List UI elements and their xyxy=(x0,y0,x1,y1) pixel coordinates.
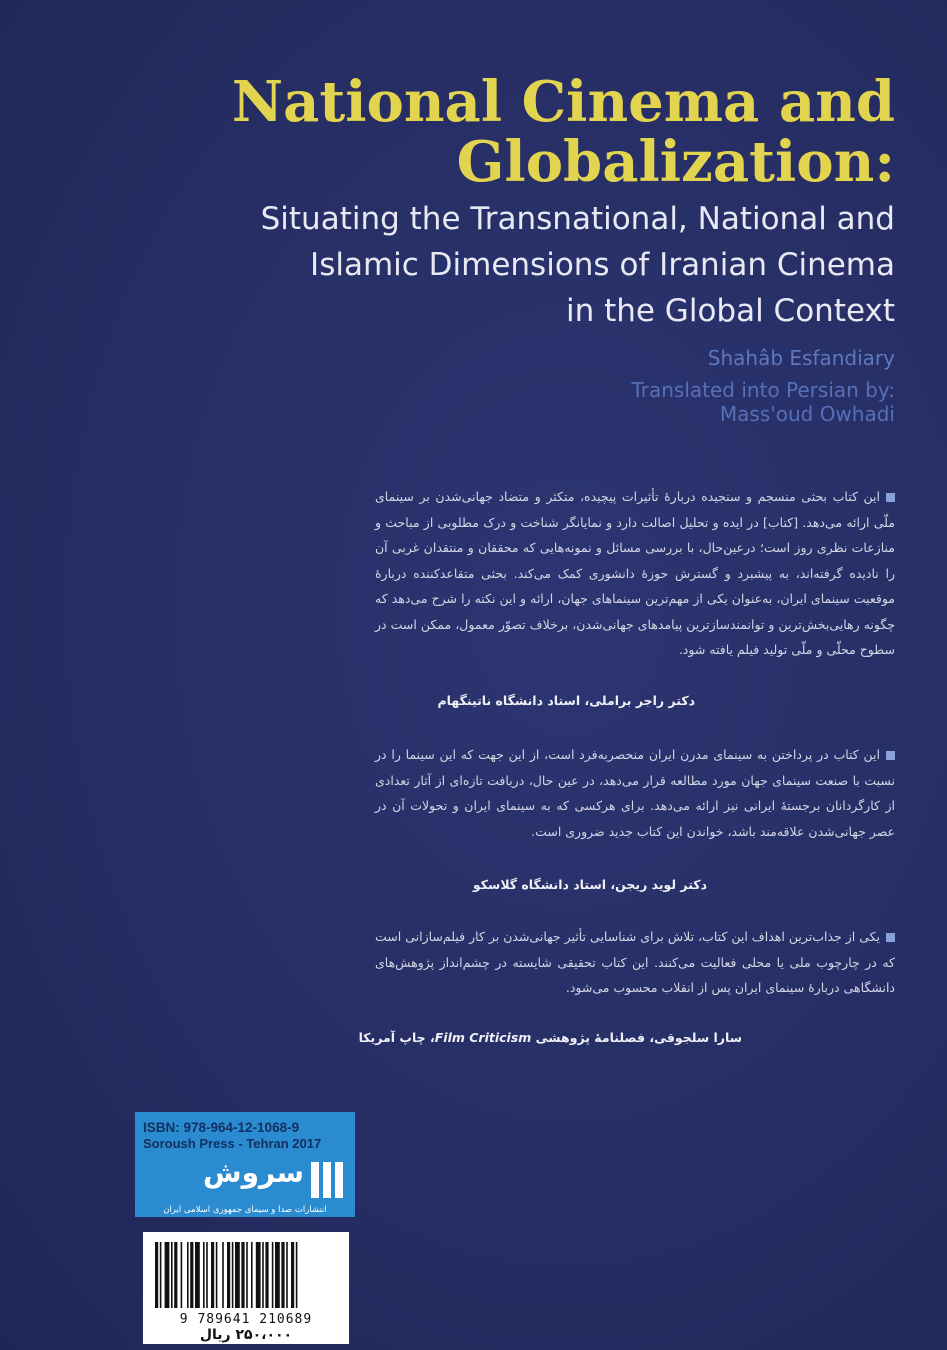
credit-prefix: سارا سلجوقی، فصلنامهٔ پژوهشی xyxy=(535,1030,742,1045)
review-text-2: این کتاب در پرداختن به سینمای مدرن ایران منحصربه‌فرد است، از این جهت که این سینما را در نسبت با صنعت سینمای جهان مورد مطالعه قرار می‌دهد، در عین حال، دریافت تازه‌ای از آثار تعدادی از کارگردانان برجستهٔ ایرانی نیز ارائه می‌دهد. برای هرکسی که به سینمای ایران و تحولات آن در عصر جهانی‌شدن علاقه‌مند باشد، خواندن این کتاب جدید ضروری است. xyxy=(375,747,895,839)
publisher-panel xyxy=(135,1112,355,1217)
barcode-bar xyxy=(155,1242,158,1308)
review-credit-1: دکتر راجر براملی، استاد دانشگاه ناتینگهام xyxy=(437,693,695,708)
subtitle-line-3: in the Global Context xyxy=(565,293,895,329)
barcode-bar xyxy=(296,1242,298,1308)
subtitle-line-1: Situating the Transnational, National and xyxy=(260,201,895,237)
title-line-1: National Cinema and xyxy=(231,69,895,135)
review-text-1: این کتاب بحثی منسجم و سنجیده دربارهٔ تأثیرات پیچیده، متکثر و متضاد جهانی‌شدن بر سینمای ملّی ارائه می‌دهد. [کتاب] در ایده و تحلیل اصالت دارد و نمایانگر شناخت و درک مطلوبی از مباحث و منازعات نظری روز است؛ درعین‌حال، با بررسی مسائل و نمونه‌هایی که محققان و منتقدان غربی آن را نادیده گرفته‌اند، به پیشبرد و گسترش حوزهٔ دانشوری کمک می‌کند. بحثی متقاعدکننده دربارهٔ موقعیت سینمای ایران، به‌عنوان یکی از مهم‌ترین سینماهای جهان، ارائه و این نکته را شرح می‌دهد که چگونه رهایی‌بخش‌ترین و توانمندسازترین پیامدهای جهانی‌شدن، برخلاف تصوّر معمول، ممکن است در سطوح محلّی و ملّی تولید فیلم یافته شود. xyxy=(375,489,895,657)
barcode-bar xyxy=(251,1242,253,1308)
barcode-bar xyxy=(275,1242,280,1308)
barcode-bar xyxy=(256,1242,261,1308)
barcode-bar xyxy=(227,1242,230,1308)
credit-suffix: ، چاپ آمریکا xyxy=(358,1030,435,1045)
barcode-bar xyxy=(195,1242,200,1308)
review-blurb-3 xyxy=(375,924,895,1001)
barcode-bar xyxy=(262,1242,264,1308)
journal-name: Film Criticism xyxy=(434,1030,532,1045)
book-title xyxy=(75,69,895,195)
barcode-bar xyxy=(190,1242,193,1308)
barcode-bar xyxy=(171,1242,173,1308)
barcode-bar xyxy=(235,1242,240,1308)
bullet-square-icon xyxy=(886,493,895,502)
subtitle-line-2: Islamic Dimensions of Iranian Cinema xyxy=(310,247,895,283)
barcode-icon xyxy=(143,1232,349,1312)
barcode-bar xyxy=(222,1242,224,1308)
barcode-bar xyxy=(211,1242,214,1308)
review-blurb-1 xyxy=(375,484,895,663)
publisher-logo-text: سروش xyxy=(203,1156,304,1189)
barcode-bar xyxy=(203,1242,205,1308)
publisher-logo xyxy=(143,1156,348,1204)
review-text-3: یکی از جذاب‌ترین اهداف این کتاب، تلاش برای شناسایی تأثیر جهانی‌شدن بر کار فیلم‌سازانی است که در چارچوب ملی یا محلی فعالیت می‌کنند. این کتاب تحقیقی شایسته در چشم‌انداز پژوهش‌های دانشگاهی دربارهٔ سینمای ایران پس از انقلاب محسوب می‌شود. xyxy=(375,929,895,995)
isbn-number: ISBN: 978-964-12-1068-9 xyxy=(143,1120,300,1135)
barcode-bar xyxy=(160,1242,162,1308)
author-name: Shahâb Esfandiary xyxy=(707,346,895,370)
bullet-square-icon xyxy=(886,933,895,942)
barcode-bar xyxy=(281,1242,284,1308)
review-blurb-2 xyxy=(375,742,895,844)
barcode-bar xyxy=(232,1242,234,1308)
barcode-bar xyxy=(181,1242,183,1308)
barcode-area xyxy=(143,1232,349,1344)
translator-credit xyxy=(632,378,896,426)
translator-label: Translated into Persian by: xyxy=(631,378,895,402)
barcode-bar xyxy=(206,1242,208,1308)
barcode-bar xyxy=(165,1242,170,1308)
book-price: ۲۵۰،۰۰۰ ریال xyxy=(199,1327,293,1343)
publisher-subtitle: انتشارات صدا و سیمای جمهوری اسلامی ایران xyxy=(163,1205,327,1215)
bullet-square-icon xyxy=(886,751,895,760)
barcode-bar xyxy=(187,1242,189,1308)
publisher-city-year: Soroush Press - Tehran 2017 xyxy=(143,1136,322,1151)
barcode-bar xyxy=(216,1242,218,1308)
review-credit-3 xyxy=(359,1030,742,1045)
barcode-digits: 9 789641 210689 xyxy=(179,1312,313,1327)
barcode-bar xyxy=(246,1242,248,1308)
barcode-bar xyxy=(174,1242,177,1308)
barcode-bar xyxy=(291,1242,294,1308)
translator-name: Mass'oud Owhadi xyxy=(719,402,895,426)
title-line-2: Globalization: xyxy=(456,129,895,195)
barcode-bar xyxy=(272,1242,274,1308)
barcode-bar xyxy=(286,1242,288,1308)
book-subtitle xyxy=(75,196,895,334)
barcode-bar xyxy=(265,1242,268,1308)
review-credit-2: دکتر لوید ریجن، استاد دانشگاه گلاسکو xyxy=(472,877,707,892)
barcode-bar xyxy=(241,1242,244,1308)
